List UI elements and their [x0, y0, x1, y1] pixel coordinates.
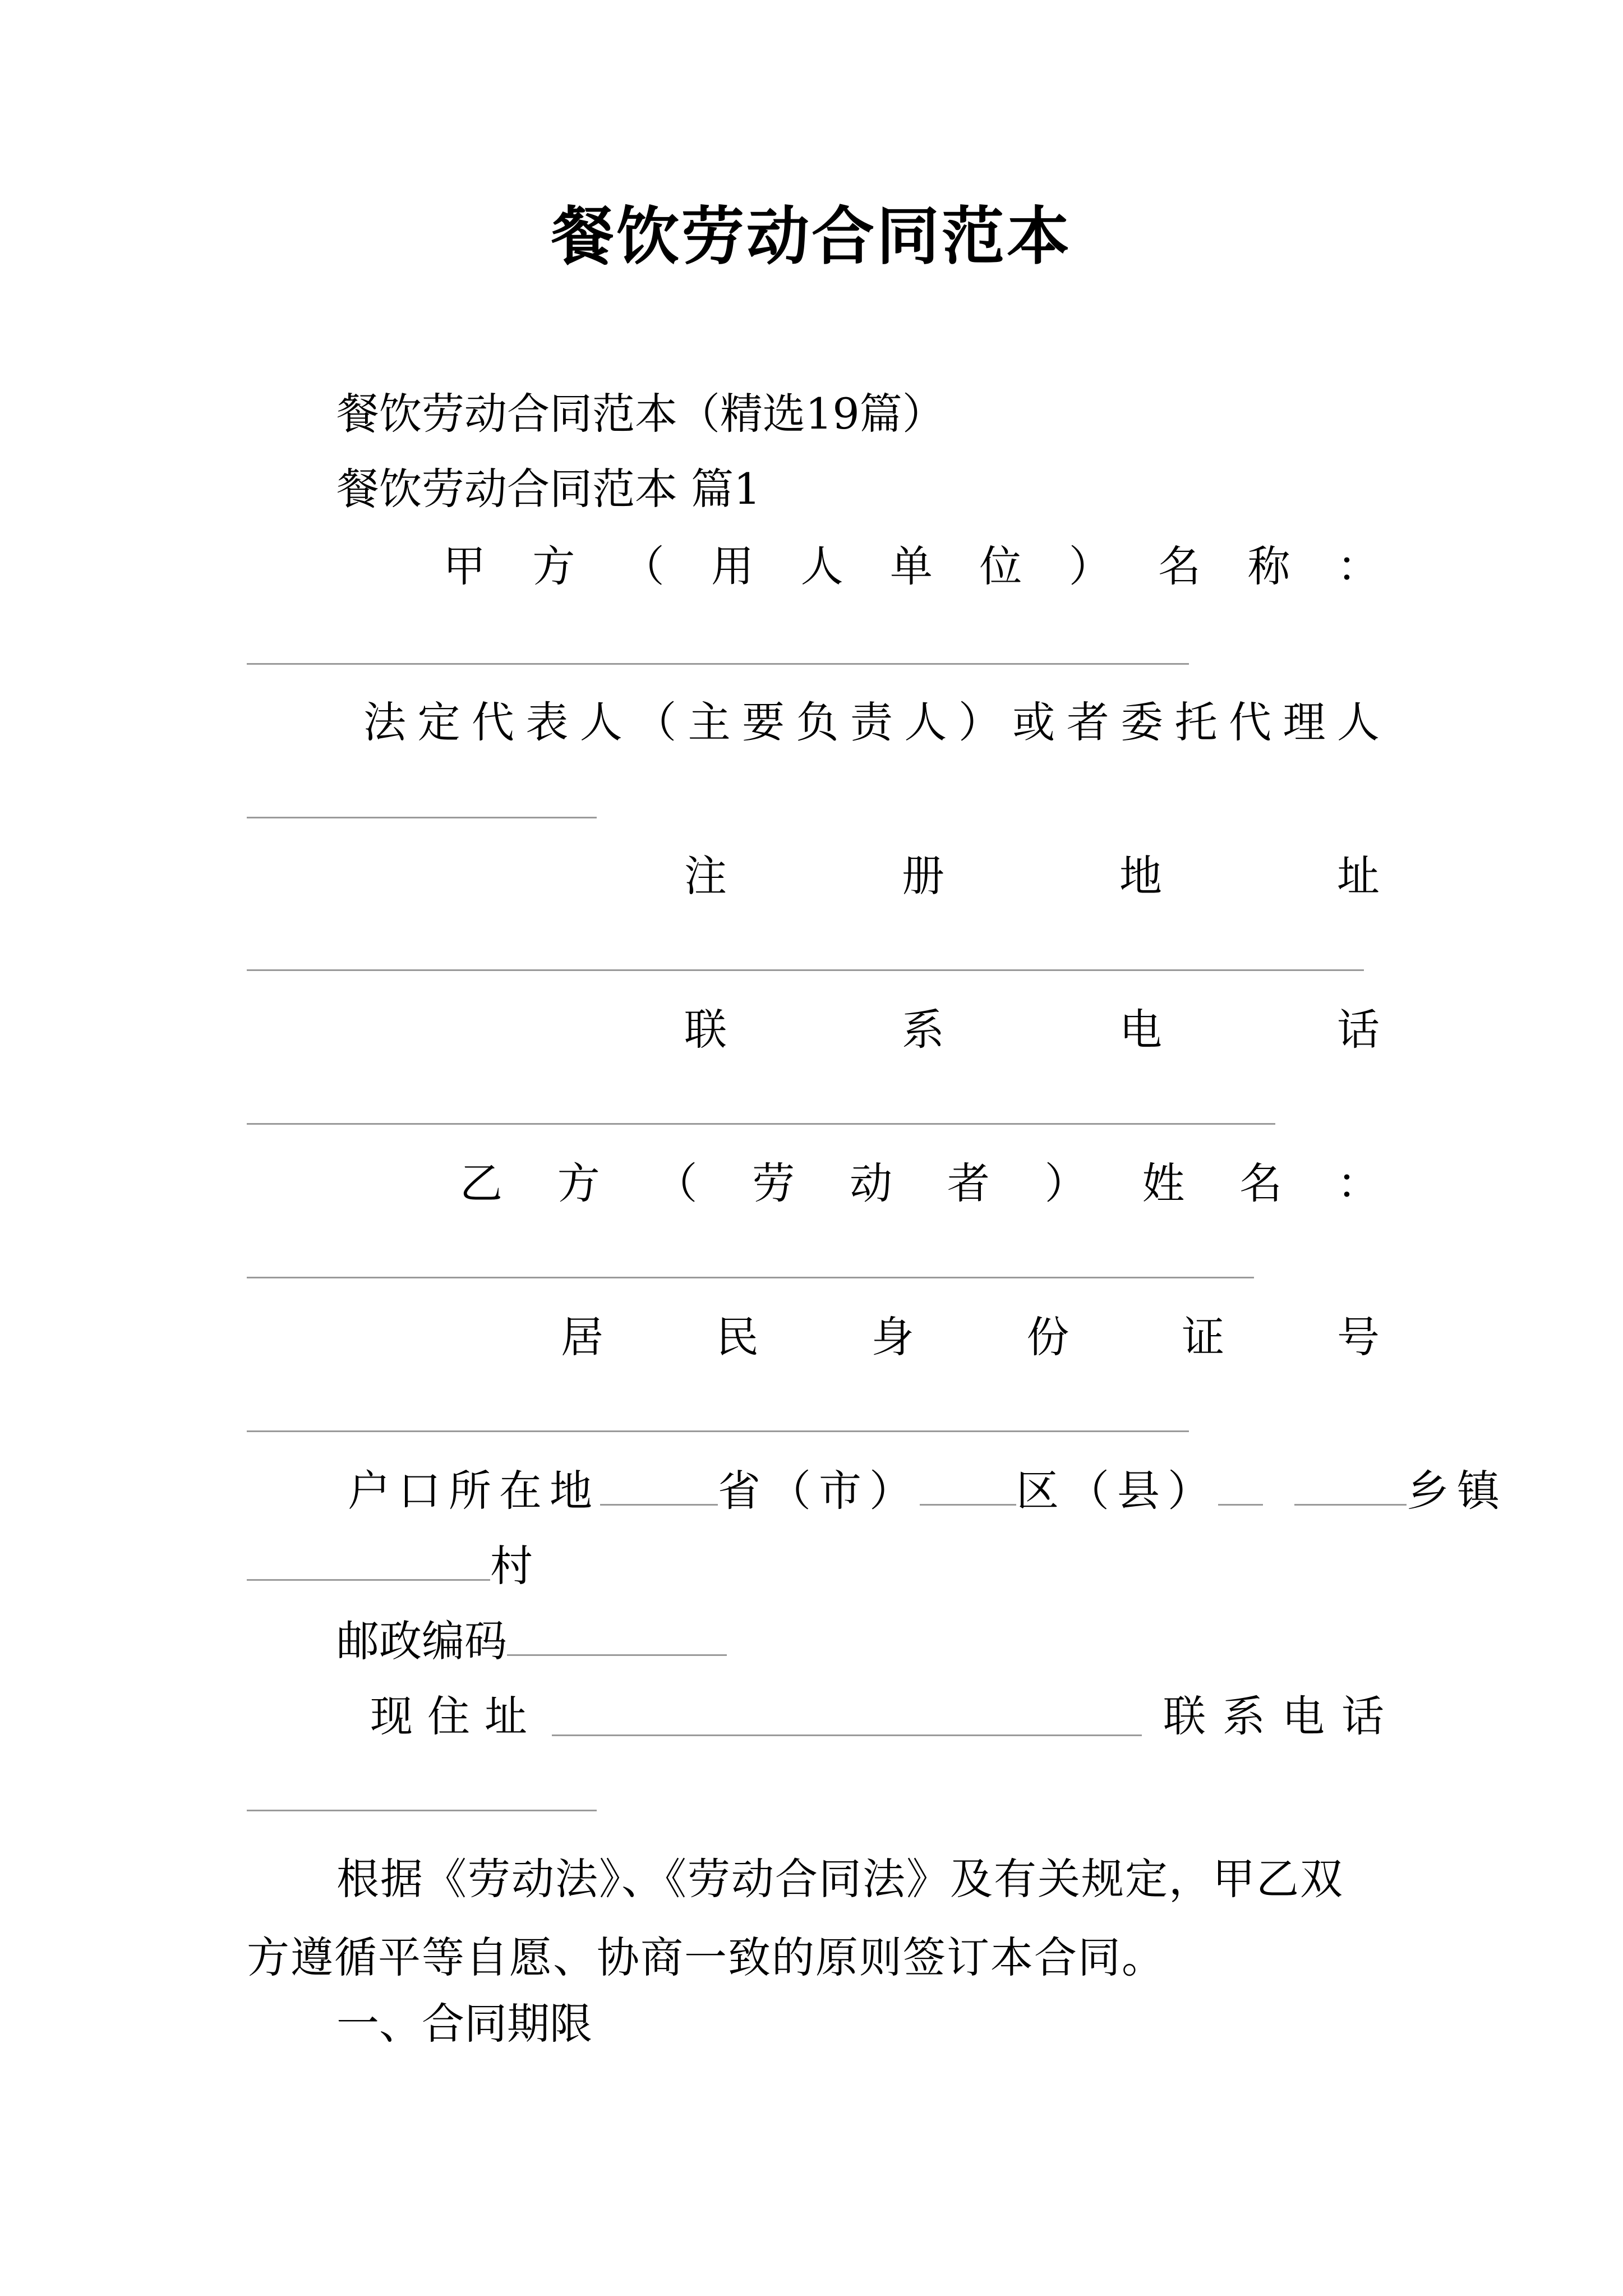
postcode-blank[interactable]: [507, 1615, 727, 1656]
province-blank[interactable]: [600, 1465, 718, 1506]
id-number-label: 居 民 身 份 证 号: [561, 1312, 1380, 1362]
party-a-name-label: 甲 方 （ 用 人 单 位 ） 名 称 ：: [443, 541, 1380, 591]
party-a-phone-blank[interactable]: [247, 1123, 1275, 1125]
basis-paragraph: 根据《劳动法》、《劳动合同法》及有关规定，甲乙双方遵循平等自愿、协商一致的原则签订本合同。: [247, 1854, 1344, 1982]
township-label: 乡镇: [1407, 1466, 1507, 1516]
village-line: [247, 1538, 533, 1594]
document-title: 餐饮劳动合同范本: [551, 200, 1072, 273]
section-heading: 餐饮劳动合同范本 篇1: [336, 464, 761, 514]
postcode-line: [336, 1613, 727, 1669]
legal-rep-blank[interactable]: [247, 817, 597, 818]
party-a-phone-label: 联 系 电 话: [684, 1005, 1380, 1055]
postcode-label: 邮政编码: [336, 1616, 507, 1666]
party-b-phone-label: 联系电话: [1163, 1691, 1401, 1741]
document-subtitle: 餐饮劳动合同范本（精选19篇）: [336, 389, 945, 439]
id-number-blank[interactable]: [247, 1430, 1189, 1432]
district-blank[interactable]: [920, 1465, 1016, 1506]
district-label: 区（县）: [1016, 1466, 1218, 1516]
legal-rep-label: 法 定 代 表 人 （ 主 要 负 责 人 ） 或 者 委 托 代 理 人: [363, 697, 1380, 747]
village-blank[interactable]: [247, 1540, 490, 1581]
clause-one-heading: 一、合同期限: [336, 1999, 592, 2049]
party-a-name-blank[interactable]: [247, 663, 1189, 665]
province-label: 省（市）: [718, 1466, 920, 1516]
current-address-blank[interactable]: [552, 1734, 1142, 1736]
village-label: 村: [490, 1541, 533, 1591]
party-b-name-blank[interactable]: [247, 1277, 1254, 1278]
registered-address-blank[interactable]: [247, 969, 1364, 971]
registered-address-label: 注 册 地 址: [684, 851, 1380, 901]
district-extra-blank[interactable]: [1218, 1465, 1263, 1506]
current-address-label: 现住址: [370, 1691, 542, 1741]
party-b-name-label: 乙 方 （ 劳 动 者 ） 姓 名 ：: [460, 1158, 1380, 1208]
party-b-phone-blank[interactable]: [247, 1810, 597, 1811]
township-blank[interactable]: [1294, 1465, 1407, 1506]
hukou-label: 户口所在地: [348, 1466, 600, 1516]
hukou-line: [348, 1463, 1507, 1519]
